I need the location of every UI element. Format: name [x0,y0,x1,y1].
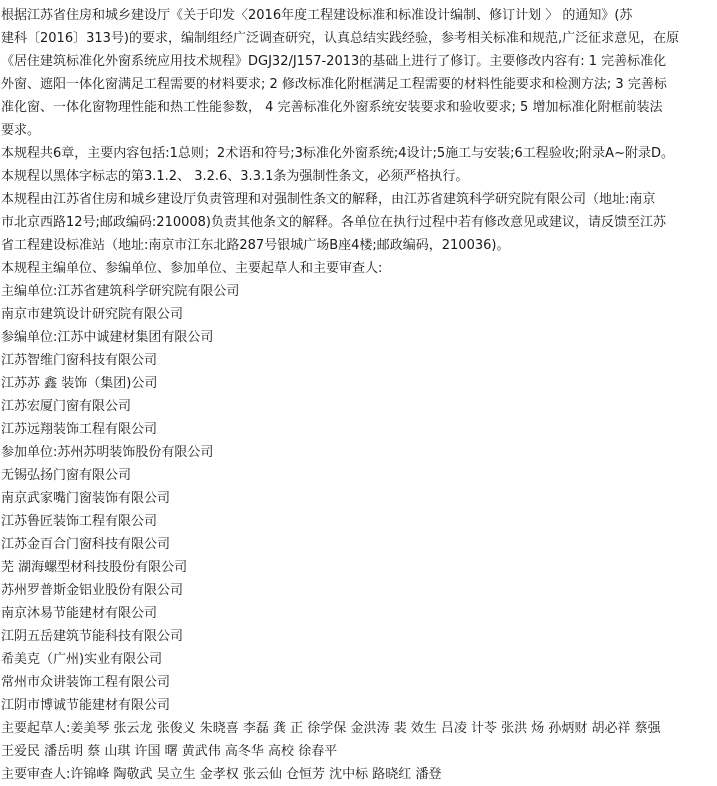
text-line: 外窗、遮阳一体化窗满足工程需要的材料要求; 2 修改标准化附框满足工程需要的材料性能要求和检测方法; 3 完善标 [1,77,667,92]
drafters-list [1,717,713,763]
list-item: 南京武家嘴门窗装饰有限公司 [1,491,171,506]
list-item: 苏州罗普斯金铝业股份有限公司 [1,583,184,598]
units-intro: 本规程主编单位、参编单位、参加单位、主要起草人和主要审查人: [1,261,383,276]
chief-units-list [1,280,713,326]
text-line: 本规程以黑体字标志的第3.1.2、 3.2.6、3.3.1条为强制性条文，必须严格执行。 [1,169,469,184]
text-line: 要求。 [1,123,41,138]
text-line: 省工程建设标准站（地址:南京市江东北路287号银城广场B座4楼;邮政编码，210036)。 [1,238,510,253]
list-item: 参加单位:苏州苏明装饰股份有限公司 [1,445,214,460]
list-item: 主编单位:江苏省建筑科学研究院有限公司 [1,284,240,299]
reviewers-list [1,763,713,786]
list-item: 江苏远翔装饰工程有限公司 [1,422,158,437]
list-item: 江苏鲁匠装饰工程有限公司 [1,514,158,529]
text-line: 建科〔2016〕313号)的要求，编制组经广泛调查研究，认真总结实践经验，参考相关标准和规范,广泛征求意见，在原 [1,31,680,46]
drafters-line: 主要起草人:姜美琴 张云龙 张俊义 朱晓喜 李磊 龚 正 徐学保 金洪涛 裴 效生 吕凌 计苓 张洪 炀 孙炳财 胡必祥 蔡强 [1,721,661,736]
list-item: 芜 湖海螺型材科技股份有限公司 [1,560,188,575]
list-item: 无锡弘扬门窗有限公司 [1,468,132,483]
list-item: 江阴五岳建筑节能科技有限公司 [1,629,184,644]
list-item: 江苏金百合门窗科技有限公司 [1,537,171,552]
management-paragraph [1,188,713,257]
list-item: 南京市建筑设计研究院有限公司 [1,307,184,322]
list-item: 南京沐易节能建材有限公司 [1,606,158,621]
joining-units-list [1,441,713,717]
text-line: 市北京西路12号;邮政编码:210008)负责其他条文的解释。各单位在执行过程中若有修改意见或建议，请反馈至江苏 [1,215,667,230]
list-item: 希美克（广州)实业有限公司 [1,652,163,667]
text-line: 准化窗、一体化窗物理性能和热工性能参数， 4 完善标准化外窗系统安装要求和验收要求; 5 增加标准化附框前装法 [1,100,663,115]
text-line: 《居住建筑标准化外窗系统应用技术规程》DGJ32/J157-2013的基础上进行了修订。主要修改内容有: 1 完善标准化 [1,54,667,69]
mandatory-clauses-paragraph [1,165,713,188]
chapters-paragraph [1,142,713,165]
intro-paragraph [1,4,713,142]
list-item: 江苏宏厦门窗有限公司 [1,399,132,414]
participating-units-list [1,326,713,441]
text-line: 根据江苏省住房和城乡建设厅《关于印发〈2016年度工程建设标准和标准设计编制、修订计划 〉 的通知》(苏 [1,8,633,23]
list-item: 参编单位:江苏中诚建材集团有限公司 [1,330,214,345]
text-line: 本规程由江苏省住房和城乡建设厅负责管理和对强制性条文的解释，由江苏省建筑科学研究院有限公司（地址:南京 [1,192,656,207]
reviewers-line: 主要审查人:许锦峰 陶敬武 吴立生 金孝权 张云仙 仓恒芳 沈中标 路晓红 潘登 [1,767,442,782]
list-item: 江阴市博诚节能建材有限公司 [1,698,171,713]
list-item: 江苏智维门窗科技有限公司 [1,353,158,368]
drafters-line: 王爱民 潘岳明 蔡 山琪 许国 曙 黄武伟 高冬华 高校 徐春平 [1,744,338,759]
list-item: 常州市众讲装饰工程有限公司 [1,675,171,690]
text-line: 本规程共6章，主要内容包括:1总则；2术语和符号;3标准化外窗系统;4设计;5施工与安装;6工程验收;附录A~附录D。 [1,146,674,161]
list-item: 江苏苏 鑫 装饰（集团)公司 [1,376,158,391]
